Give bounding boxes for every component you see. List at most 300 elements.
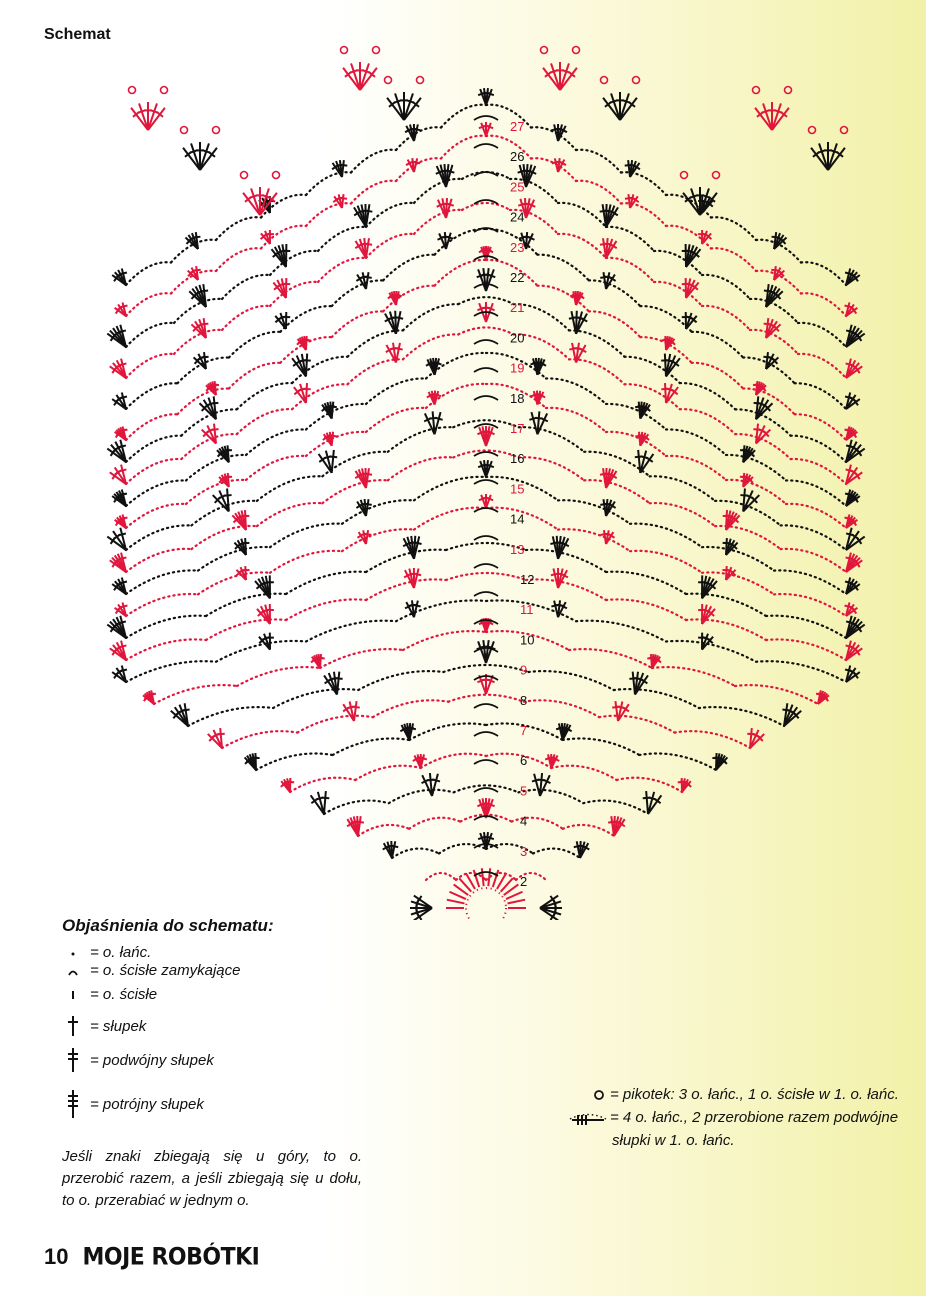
- chain-arc: [519, 457, 584, 480]
- picot: [213, 127, 220, 134]
- legend-item-dc: [62, 1014, 146, 1038]
- stitch: [358, 816, 361, 836]
- stitch-bar: [364, 534, 372, 535]
- row-number: 9: [520, 662, 528, 678]
- chain-arc: [650, 476, 715, 501]
- stitch: [320, 654, 321, 668]
- chain-arc: [246, 456, 306, 480]
- stitch: [245, 566, 246, 580]
- chain-arc: [355, 766, 420, 780]
- chain-arc: [650, 503, 715, 526]
- legend-item-sc: [62, 986, 157, 1003]
- row-number: 26: [510, 149, 525, 165]
- stitch: [772, 103, 781, 130]
- chain-arc: [686, 619, 766, 640]
- closing-arc: [474, 788, 498, 792]
- stitch: [332, 450, 334, 473]
- stitch-bar: [335, 678, 343, 679]
- stitch: [306, 383, 307, 403]
- chain-arc: [441, 136, 486, 159]
- chain-arc: [126, 616, 206, 638]
- picot: [541, 47, 548, 54]
- chain-arc: [366, 203, 414, 227]
- stitch: [646, 791, 648, 814]
- chain-arc: [462, 203, 510, 210]
- chain-arc: [756, 661, 846, 682]
- picot: [373, 47, 380, 54]
- legend-text: = o. łańc.: [90, 944, 152, 961]
- footer: [44, 1244, 259, 1270]
- chain-arc: [351, 181, 396, 204]
- chain-arc: [373, 700, 448, 717]
- chain-arc: [154, 685, 237, 704]
- chain-arc: [435, 260, 486, 286]
- picot-icon: [588, 1089, 610, 1101]
- stitch: [337, 672, 339, 695]
- chain-arc: [630, 551, 702, 573]
- chain-arc: [222, 275, 270, 299]
- chain-arc: [306, 621, 396, 642]
- stitch-bar: [210, 403, 218, 404]
- chain-arc: [332, 280, 383, 306]
- chain-arc: [711, 217, 756, 240]
- stitch: [432, 774, 438, 796]
- chain-arc: [519, 427, 584, 452]
- chain-arc: [126, 504, 186, 528]
- chain-arc: [216, 217, 261, 240]
- chain-arc: [711, 248, 756, 271]
- stitch-bar: [119, 363, 127, 365]
- stitch-bar: [339, 165, 347, 166]
- chain-arc: [273, 689, 358, 708]
- chain-arc: [388, 427, 453, 452]
- row-number: 7: [520, 723, 528, 738]
- picot: [129, 87, 136, 94]
- chain-arc: [174, 330, 222, 354]
- stitch-bar: [182, 709, 190, 710]
- chain-arc: [358, 671, 443, 690]
- picot: [633, 77, 640, 84]
- chain-arc: [126, 262, 171, 285]
- legend-text: = o. ścisłe: [90, 986, 158, 1003]
- row-number: 6: [520, 753, 528, 769]
- chain-arc: [443, 665, 528, 672]
- picot: [241, 172, 248, 179]
- picot: [713, 172, 720, 179]
- center-ring: [466, 888, 506, 920]
- chain-arc: [409, 818, 460, 829]
- chain-arc: [366, 408, 426, 432]
- chain-arc: [237, 383, 292, 409]
- chain-arc: [324, 801, 389, 814]
- chain-arc: [322, 480, 387, 503]
- chain-arc: [383, 255, 434, 281]
- chain-arc: [198, 572, 270, 594]
- chain-arc: [206, 619, 286, 640]
- chain-arc: [666, 641, 756, 662]
- chain-arc: [702, 275, 750, 299]
- stitch-bar: [224, 495, 232, 496]
- stitch-bar: [321, 798, 329, 799]
- chain-arc: [270, 524, 342, 548]
- stitch-bar: [329, 456, 337, 457]
- closing-arc: [474, 116, 498, 120]
- chain-arc: [297, 716, 372, 733]
- legend-item-cluster: [566, 1108, 898, 1126]
- chain-arc: [358, 825, 409, 836]
- chain-arc: [246, 429, 306, 455]
- stitch: [531, 412, 537, 434]
- closing-arc: [474, 592, 498, 596]
- stitch-bar: [217, 734, 225, 735]
- chain-arc: [639, 753, 716, 770]
- chain-arc: [486, 754, 551, 768]
- chain-arc: [791, 459, 846, 484]
- chain-arc: [383, 286, 434, 312]
- chain-arc: [726, 455, 786, 481]
- stitch: [342, 194, 344, 208]
- chain-arc: [389, 790, 454, 803]
- chain-arc: [621, 172, 666, 195]
- stitch-bar: [356, 822, 364, 823]
- chain-arc: [546, 378, 606, 404]
- chain-arc: [526, 579, 606, 600]
- stitch-bar: [192, 237, 200, 238]
- legend-text: = pikotek: 3 o. łańc., 1 o. ścisłe w 1. o. łańc.: [610, 1086, 899, 1103]
- row-number: 3: [520, 843, 528, 859]
- chain-arc: [126, 549, 191, 572]
- chain-arc: [680, 409, 735, 434]
- stitch: [306, 336, 307, 350]
- legend-note: Jeśli znaki zbiegają się u góry, to o. przerobić razem, a jeśli zbiegają się u dołu, to o. przerabiać w jednym o.: [62, 1148, 362, 1209]
- chain-arc: [126, 459, 181, 484]
- stitch: [228, 445, 229, 462]
- picot: [341, 47, 348, 54]
- chain-arc: [126, 639, 206, 660]
- legend-text: = 4 o. łańc., 2 przerobione razem podwójne: [610, 1108, 899, 1126]
- chain-arc: [237, 409, 292, 434]
- stitch: [255, 753, 256, 770]
- chain-arc: [666, 429, 726, 455]
- chain-arc: [576, 150, 621, 173]
- chain-arc: [666, 456, 726, 480]
- chain-arc: [414, 477, 486, 501]
- chain-arc: [290, 778, 355, 792]
- chain-arc: [558, 529, 630, 551]
- chain-arc: [686, 594, 766, 616]
- chain-arc: [441, 105, 486, 128]
- row-number: 13: [510, 541, 525, 557]
- chain-arc: [188, 707, 273, 726]
- chain-arc: [569, 649, 652, 668]
- closing-arc: [474, 564, 498, 568]
- stitch-bar: [364, 244, 372, 245]
- chain-arc: [392, 849, 439, 858]
- chain-arc: [366, 378, 426, 404]
- chain-arc: [126, 354, 174, 378]
- chain-arc: [599, 716, 674, 733]
- chain-arc: [126, 525, 191, 550]
- closing-arc: [474, 704, 498, 708]
- chain-arc: [692, 363, 743, 389]
- stitch: [228, 473, 229, 487]
- legend-text: = słupek: [90, 1017, 147, 1035]
- chain-arc: [529, 671, 614, 690]
- stitch-bar: [364, 504, 372, 505]
- picot: [841, 127, 848, 134]
- center-stitch: [508, 900, 526, 904]
- center-stitch: [447, 900, 465, 904]
- chain-arc: [256, 753, 333, 770]
- stitch: [251, 188, 260, 215]
- chain-arc: [702, 306, 750, 330]
- stitch: [366, 530, 368, 544]
- row-number: 19: [510, 360, 525, 376]
- stitch: [306, 354, 307, 377]
- chain-arc: [702, 572, 774, 594]
- stitch-bar: [435, 418, 443, 420]
- picot: [681, 172, 688, 179]
- stitch-bar: [200, 291, 208, 292]
- chain-arc: [396, 158, 441, 181]
- stitch: [139, 103, 148, 130]
- chain-arc: [126, 594, 198, 616]
- chain-arc: [229, 363, 280, 389]
- legend-item-picot: [588, 1086, 899, 1103]
- chain-arc: [409, 723, 486, 740]
- chain-arc: [537, 286, 588, 312]
- chain-arc: [351, 150, 396, 173]
- legend-item-tr: [62, 1046, 214, 1074]
- closing-arc: [474, 396, 498, 400]
- chain-arc: [798, 354, 846, 378]
- chain-arc: [174, 299, 222, 323]
- chain-arc: [606, 572, 686, 594]
- stitch-bar: [201, 357, 209, 358]
- chain-arc: [735, 685, 818, 704]
- single-cross-icon: [62, 1014, 84, 1038]
- chain-arc: [448, 695, 523, 702]
- chain-arc: [558, 234, 606, 258]
- closing-arc: [474, 340, 498, 344]
- stitch-bar: [211, 385, 219, 386]
- stitch-bar: [120, 306, 128, 308]
- chain-arc: [222, 306, 270, 330]
- closing-arc: [474, 872, 498, 876]
- chain-arc: [563, 738, 640, 755]
- chain-arc: [206, 594, 286, 616]
- chain-arc: [388, 457, 453, 480]
- picot: [785, 87, 792, 94]
- stitch: [366, 238, 369, 258]
- triple-cross-icon: [62, 1088, 84, 1120]
- chain-arc: [680, 383, 735, 409]
- stitch: [828, 143, 837, 170]
- stitch: [611, 93, 620, 120]
- legend-text: = o. ścisłe zamykające: [90, 962, 241, 979]
- chain-arc: [546, 408, 606, 432]
- chain-arc: [774, 570, 846, 594]
- row-number: 14: [510, 511, 525, 527]
- chain-arc: [126, 323, 174, 347]
- chain-arc: [630, 524, 702, 548]
- chain-arc: [126, 570, 198, 594]
- chain-arc: [366, 234, 414, 258]
- chain-arc: [426, 873, 456, 880]
- stitch-bar: [193, 270, 201, 271]
- stitch-bar: [118, 445, 126, 447]
- chain-arc: [446, 573, 526, 580]
- chain-arc: [537, 255, 588, 281]
- stitch-bar: [352, 707, 360, 708]
- chain-arc: [126, 436, 181, 462]
- row-number: 5: [520, 783, 528, 799]
- stitch: [763, 103, 772, 130]
- row-number: 20: [510, 330, 525, 346]
- chain-arc: [774, 594, 846, 616]
- row-number: 17: [510, 421, 525, 436]
- row-number: 12: [520, 572, 535, 587]
- chain-arc: [654, 282, 702, 306]
- chain-arc: [403, 334, 458, 359]
- legend-title: Objaśnienia do schematu:: [62, 916, 274, 935]
- chain-arc: [524, 700, 599, 717]
- stitch: [404, 93, 413, 120]
- stitch-bar: [224, 477, 232, 478]
- picot: [753, 87, 760, 94]
- stitch: [351, 63, 360, 90]
- chain-arc: [563, 825, 614, 836]
- stitch: [148, 103, 157, 130]
- chain-arc: [462, 172, 510, 179]
- stitch: [245, 510, 246, 530]
- chain-arc: [531, 158, 576, 181]
- chain-arc: [403, 631, 486, 650]
- stitch: [200, 143, 209, 170]
- stitch-bar: [364, 474, 372, 475]
- legend-text: = podwójny słupek: [90, 1051, 214, 1069]
- closing-arc: [474, 452, 498, 456]
- dot-icon: [62, 948, 84, 958]
- stitch: [395, 93, 404, 120]
- stitch: [366, 272, 369, 289]
- chain-arc: [333, 738, 410, 755]
- chain-arc: [216, 641, 306, 662]
- closing-arc: [474, 144, 498, 148]
- chain-arc: [526, 550, 606, 572]
- page-number: 10: [44, 1244, 69, 1269]
- chain-arc: [576, 621, 666, 642]
- chain-arc: [270, 551, 342, 573]
- row-number: 18: [510, 390, 525, 406]
- chain-arc: [320, 649, 403, 668]
- chain-arc: [640, 306, 691, 332]
- stitch-bar: [200, 324, 208, 325]
- legend-item-closing: [62, 962, 240, 979]
- chain-arc: [786, 480, 846, 506]
- stitch: [551, 63, 560, 90]
- chain-arc: [286, 599, 366, 620]
- chain-arc: [396, 600, 486, 621]
- double-cross-icon: [62, 1046, 84, 1074]
- stitch-bar: [413, 605, 421, 607]
- chain-arc: [692, 332, 743, 358]
- stitch: [479, 675, 486, 694]
- legend-item-dtr: [62, 1088, 204, 1120]
- chain-arc: [798, 323, 846, 347]
- chain-arc: [791, 436, 846, 462]
- magazine-title: MOJE ROBÓTKI: [82, 1243, 260, 1272]
- stitch-bar: [224, 450, 232, 451]
- row-number: 27: [510, 119, 525, 134]
- stitch-bar: [119, 645, 127, 647]
- legend-text: = potrójny słupek: [90, 1095, 204, 1113]
- row-number: 4: [520, 813, 528, 829]
- chain-arc: [458, 327, 513, 334]
- stitch: [414, 601, 418, 618]
- chain-arc: [675, 731, 750, 748]
- chain-arc: [715, 501, 780, 526]
- stitch: [819, 143, 828, 170]
- chain-arc: [801, 293, 846, 316]
- chain-arc: [191, 526, 256, 549]
- stitch-bar: [120, 606, 128, 608]
- stitch: [665, 383, 666, 403]
- stitch-bar: [317, 658, 325, 659]
- chain-arc: [750, 330, 798, 354]
- closing-arc: [474, 368, 498, 372]
- chain-arc: [126, 293, 171, 316]
- closing-arc: [474, 732, 498, 736]
- chain-arc: [366, 550, 446, 572]
- chain-arc: [414, 210, 462, 234]
- chain-arc: [614, 689, 699, 708]
- picot: [601, 77, 608, 84]
- row-number: 22: [510, 270, 525, 285]
- stitch-bar: [119, 669, 127, 671]
- row-number: 10: [520, 632, 535, 648]
- chain-arc: [781, 525, 846, 550]
- stitch: [324, 791, 326, 814]
- picot: [273, 172, 280, 179]
- stitch: [435, 412, 441, 434]
- stitch: [414, 158, 417, 172]
- chain-arc: [198, 547, 270, 571]
- picot: [161, 87, 168, 94]
- picot: [417, 77, 424, 84]
- chain-arc: [342, 529, 414, 551]
- chain-arc: [569, 359, 624, 384]
- stitch-bar: [432, 779, 440, 781]
- chain-arc: [414, 179, 462, 203]
- stitch: [366, 499, 369, 516]
- stitch: [360, 63, 369, 90]
- chain-arc: [403, 304, 458, 330]
- chain-arc: [606, 599, 686, 620]
- chain-arc: [257, 476, 322, 501]
- closing-arc: [474, 480, 498, 484]
- stitch-bar: [364, 277, 372, 278]
- chain-arc: [766, 639, 846, 660]
- chain-arc: [366, 579, 446, 600]
- chain-arc: [191, 501, 256, 526]
- chain-arc: [583, 801, 648, 814]
- stitch-bar: [445, 236, 453, 238]
- chain-arc: [186, 455, 246, 481]
- chain-arc: [589, 280, 640, 306]
- chain-arc: [126, 383, 177, 409]
- stitch-bar: [488, 275, 496, 278]
